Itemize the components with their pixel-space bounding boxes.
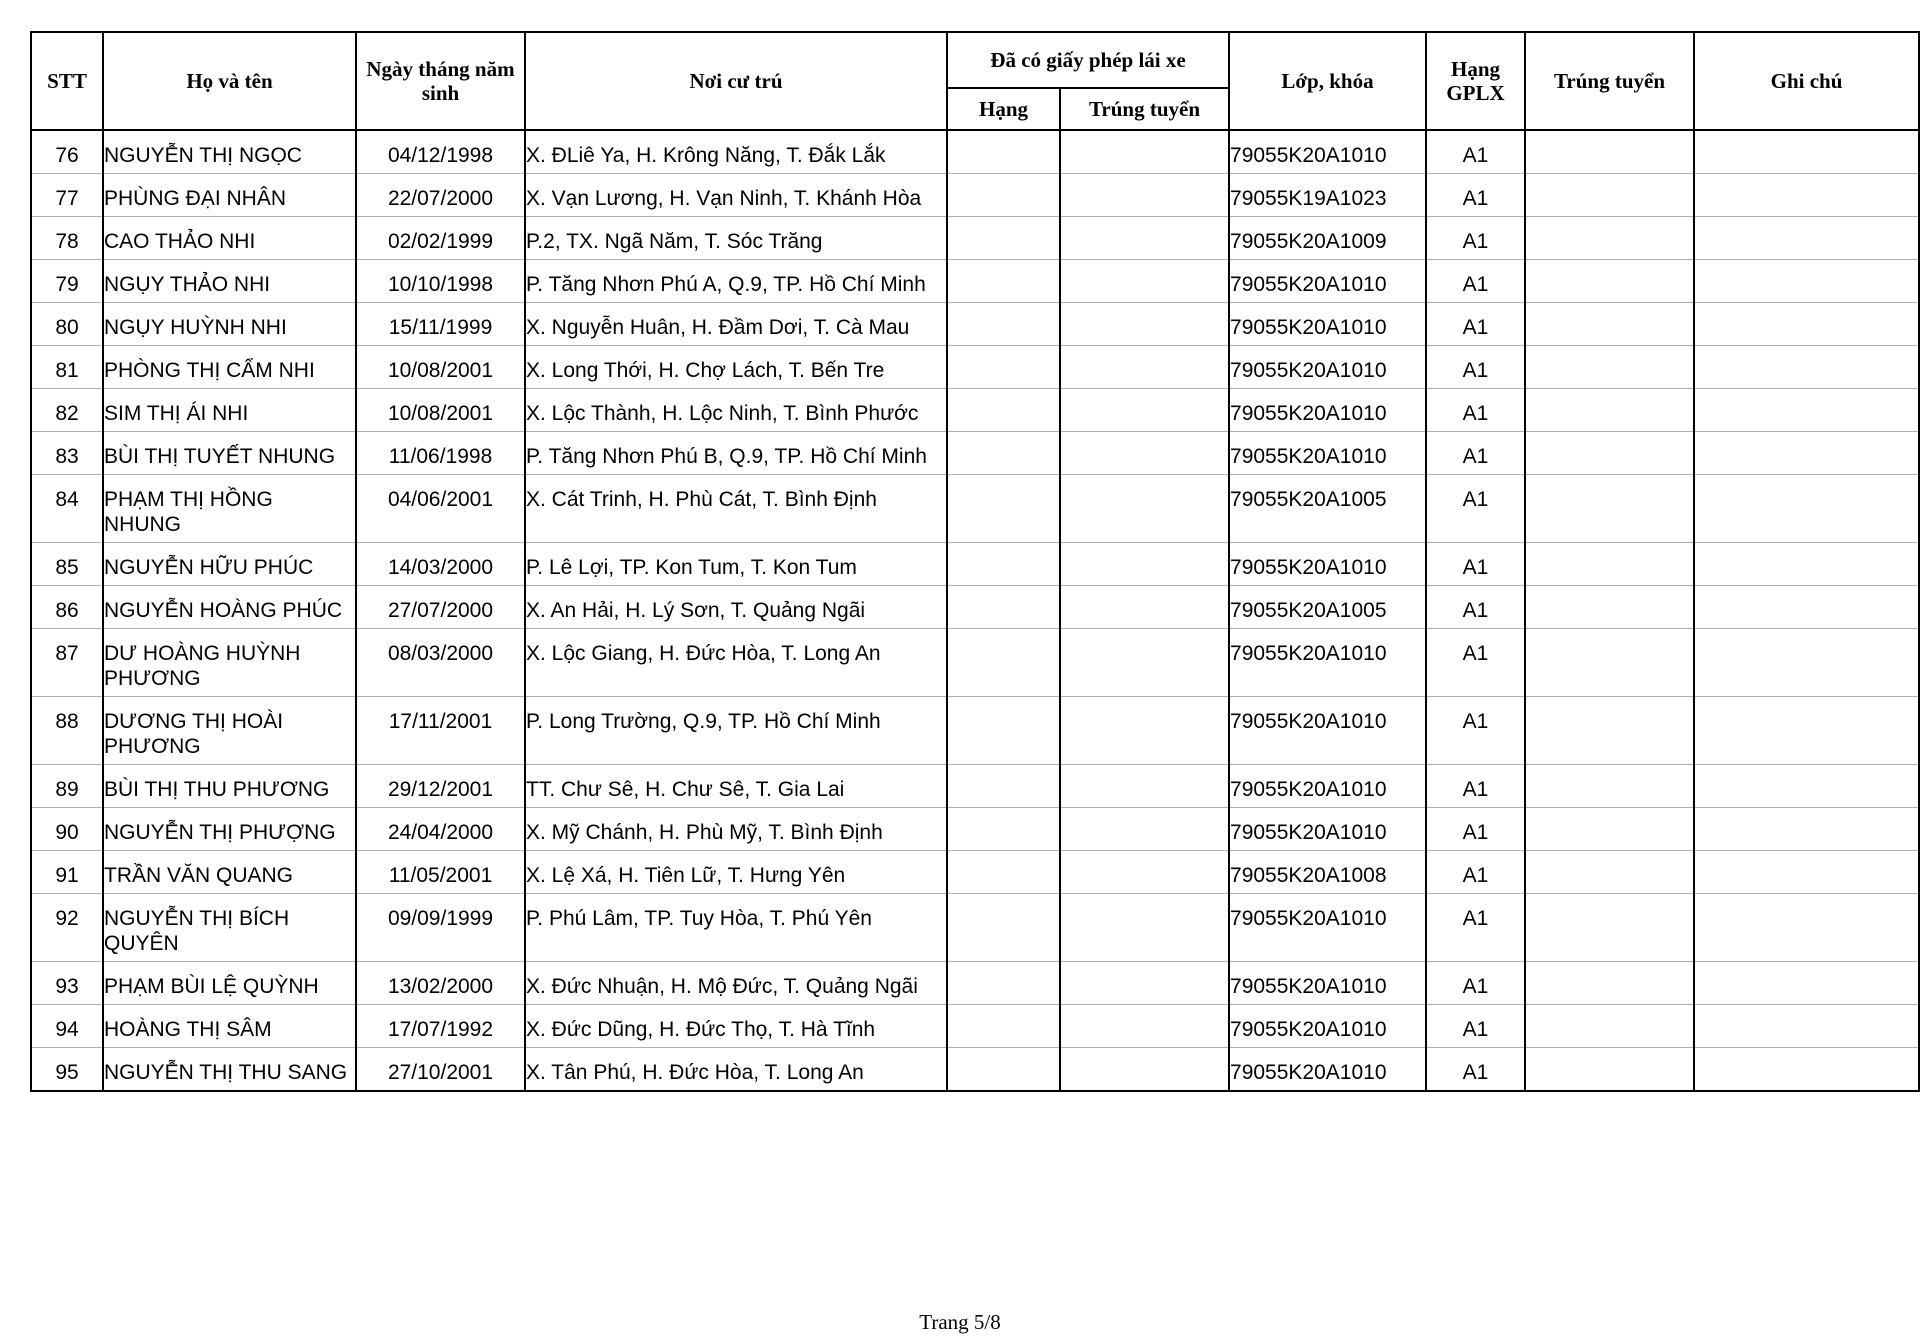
cell-passed xyxy=(1525,260,1694,303)
cell-name: DƯ HOÀNG HUỲNH PHƯƠNG xyxy=(103,629,356,697)
cell-name: CAO THẢO NHI xyxy=(103,217,356,260)
cell-gplx-rank: A1 xyxy=(1426,260,1525,303)
cell-gplx-rank: A1 xyxy=(1426,130,1525,174)
cell-gplx-rank: A1 xyxy=(1426,629,1525,697)
cell-stt: 83 xyxy=(31,432,103,475)
cell-dob: 10/08/2001 xyxy=(356,389,525,432)
cell-license-rank xyxy=(947,851,1060,894)
cell-class: 79055K20A1010 xyxy=(1229,543,1426,586)
cell-class: 79055K20A1010 xyxy=(1229,765,1426,808)
cell-license-passed xyxy=(1060,432,1229,475)
cell-note xyxy=(1694,260,1919,303)
cell-class: 79055K19A1023 xyxy=(1229,174,1426,217)
table-body xyxy=(31,130,1919,1091)
cell-note xyxy=(1694,629,1919,697)
header-passed: Trúng tuyển xyxy=(1525,32,1694,130)
table-row xyxy=(31,586,1919,629)
cell-stt: 89 xyxy=(31,765,103,808)
table-row xyxy=(31,1005,1919,1048)
cell-class: 79055K20A1010 xyxy=(1229,303,1426,346)
cell-passed xyxy=(1525,130,1694,174)
cell-stt: 90 xyxy=(31,808,103,851)
cell-name: NGỤY HUỲNH NHI xyxy=(103,303,356,346)
cell-address: P. Tăng Nhơn Phú B, Q.9, TP. Hồ Chí Minh xyxy=(525,432,947,475)
cell-stt: 87 xyxy=(31,629,103,697)
cell-license-rank xyxy=(947,1048,1060,1092)
cell-class: 79055K20A1005 xyxy=(1229,475,1426,543)
cell-name: NGỤY THẢO NHI xyxy=(103,260,356,303)
header-dob: Ngày tháng năm sinh xyxy=(356,32,525,130)
cell-license-passed xyxy=(1060,1005,1229,1048)
cell-stt: 84 xyxy=(31,475,103,543)
cell-dob: 27/10/2001 xyxy=(356,1048,525,1092)
cell-dob: 10/10/1998 xyxy=(356,260,525,303)
table-row xyxy=(31,1048,1919,1092)
cell-license-passed xyxy=(1060,629,1229,697)
cell-class: 79055K20A1010 xyxy=(1229,432,1426,475)
cell-gplx-rank: A1 xyxy=(1426,174,1525,217)
cell-note xyxy=(1694,1048,1919,1092)
cell-address: X. Lệ Xá, H. Tiên Lữ, T. Hưng Yên xyxy=(525,851,947,894)
cell-license-rank xyxy=(947,217,1060,260)
cell-license-rank xyxy=(947,130,1060,174)
table-row xyxy=(31,389,1919,432)
header-license-rank: Hạng xyxy=(947,88,1060,130)
cell-license-passed xyxy=(1060,130,1229,174)
candidate-table xyxy=(30,31,1920,1092)
cell-name: PHẠM BÙI LỆ QUỲNH xyxy=(103,962,356,1005)
cell-address: X. Đức Nhuận, H. Mộ Đức, T. Quảng Ngãi xyxy=(525,962,947,1005)
cell-license-passed xyxy=(1060,346,1229,389)
cell-dob: 08/03/2000 xyxy=(356,629,525,697)
cell-class: 79055K20A1010 xyxy=(1229,697,1426,765)
cell-license-rank xyxy=(947,543,1060,586)
cell-passed xyxy=(1525,389,1694,432)
cell-license-rank xyxy=(947,586,1060,629)
table-row xyxy=(31,346,1919,389)
cell-license-rank xyxy=(947,389,1060,432)
cell-license-rank xyxy=(947,1005,1060,1048)
cell-class: 79055K20A1010 xyxy=(1229,1005,1426,1048)
cell-address: P. Phú Lâm, TP. Tuy Hòa, T. Phú Yên xyxy=(525,894,947,962)
cell-stt: 95 xyxy=(31,1048,103,1092)
header-stt: STT xyxy=(31,32,103,130)
cell-gplx-rank: A1 xyxy=(1426,543,1525,586)
cell-dob: 02/02/1999 xyxy=(356,217,525,260)
cell-gplx-rank: A1 xyxy=(1426,475,1525,543)
cell-passed xyxy=(1525,217,1694,260)
cell-class: 79055K20A1010 xyxy=(1229,962,1426,1005)
cell-stt: 91 xyxy=(31,851,103,894)
cell-note xyxy=(1694,303,1919,346)
cell-license-passed xyxy=(1060,808,1229,851)
cell-address: X. Tân Phú, H. Đức Hòa, T. Long An xyxy=(525,1048,947,1092)
cell-stt: 80 xyxy=(31,303,103,346)
cell-license-rank xyxy=(947,346,1060,389)
cell-name: NGUYỄN HOÀNG PHÚC xyxy=(103,586,356,629)
cell-dob: 13/02/2000 xyxy=(356,962,525,1005)
cell-passed xyxy=(1525,851,1694,894)
cell-note xyxy=(1694,174,1919,217)
cell-gplx-rank: A1 xyxy=(1426,1005,1525,1048)
cell-gplx-rank: A1 xyxy=(1426,894,1525,962)
cell-address: X. Cát Trinh, H. Phù Cát, T. Bình Định xyxy=(525,475,947,543)
cell-class: 79055K20A1010 xyxy=(1229,1048,1426,1092)
cell-license-rank xyxy=(947,475,1060,543)
header-address: Nơi cư trú xyxy=(525,32,947,130)
cell-license-passed xyxy=(1060,586,1229,629)
cell-gplx-rank: A1 xyxy=(1426,217,1525,260)
cell-stt: 81 xyxy=(31,346,103,389)
cell-note xyxy=(1694,851,1919,894)
cell-license-rank xyxy=(947,260,1060,303)
cell-gplx-rank: A1 xyxy=(1426,346,1525,389)
cell-dob: 14/03/2000 xyxy=(356,543,525,586)
cell-name: NGUYỄN THỊ NGỌC xyxy=(103,130,356,174)
table-row xyxy=(31,303,1919,346)
cell-dob: 10/08/2001 xyxy=(356,346,525,389)
cell-note xyxy=(1694,217,1919,260)
cell-note xyxy=(1694,962,1919,1005)
table-row xyxy=(31,475,1919,543)
cell-name: BÙI THỊ TUYẾT NHUNG xyxy=(103,432,356,475)
cell-note xyxy=(1694,543,1919,586)
cell-stt: 82 xyxy=(31,389,103,432)
cell-dob: 27/07/2000 xyxy=(356,586,525,629)
cell-gplx-rank: A1 xyxy=(1426,389,1525,432)
cell-license-passed xyxy=(1060,765,1229,808)
cell-stt: 86 xyxy=(31,586,103,629)
cell-name: PHÙNG ĐẠI NHÂN xyxy=(103,174,356,217)
cell-license-passed xyxy=(1060,303,1229,346)
cell-license-passed xyxy=(1060,851,1229,894)
cell-stt: 88 xyxy=(31,697,103,765)
cell-gplx-rank: A1 xyxy=(1426,586,1525,629)
cell-class: 79055K20A1005 xyxy=(1229,586,1426,629)
table-row xyxy=(31,260,1919,303)
cell-gplx-rank: A1 xyxy=(1426,765,1525,808)
cell-license-rank xyxy=(947,174,1060,217)
cell-class: 79055K20A1010 xyxy=(1229,260,1426,303)
header-name: Họ và tên xyxy=(103,32,356,130)
cell-passed xyxy=(1525,808,1694,851)
cell-license-passed xyxy=(1060,697,1229,765)
cell-dob: 11/05/2001 xyxy=(356,851,525,894)
cell-address: TT. Chư Sê, H. Chư Sê, T. Gia Lai xyxy=(525,765,947,808)
table-row xyxy=(31,808,1919,851)
cell-passed xyxy=(1525,894,1694,962)
cell-name: NGUYỄN THỊ THU SANG xyxy=(103,1048,356,1092)
cell-gplx-rank: A1 xyxy=(1426,1048,1525,1092)
cell-passed xyxy=(1525,1005,1694,1048)
cell-dob: 15/11/1999 xyxy=(356,303,525,346)
cell-class: 79055K20A1010 xyxy=(1229,894,1426,962)
cell-license-rank xyxy=(947,894,1060,962)
cell-class: 79055K20A1010 xyxy=(1229,808,1426,851)
table-row xyxy=(31,765,1919,808)
cell-address: P.2, TX. Ngã Năm, T. Sóc Trăng xyxy=(525,217,947,260)
cell-gplx-rank: A1 xyxy=(1426,851,1525,894)
cell-address: P. Lê Lợi, TP. Kon Tum, T. Kon Tum xyxy=(525,543,947,586)
cell-name: BÙI THỊ THU PHƯƠNG xyxy=(103,765,356,808)
cell-license-rank xyxy=(947,765,1060,808)
cell-passed xyxy=(1525,543,1694,586)
cell-license-passed xyxy=(1060,475,1229,543)
table-row xyxy=(31,894,1919,962)
cell-passed xyxy=(1525,962,1694,1005)
cell-gplx-rank: A1 xyxy=(1426,697,1525,765)
cell-gplx-rank: A1 xyxy=(1426,808,1525,851)
cell-passed xyxy=(1525,697,1694,765)
cell-license-rank xyxy=(947,629,1060,697)
table-row xyxy=(31,697,1919,765)
cell-name: NGUYỄN THỊ BÍCH QUYÊN xyxy=(103,894,356,962)
table-row xyxy=(31,130,1919,174)
cell-address: X. Vạn Lương, H. Vạn Ninh, T. Khánh Hòa xyxy=(525,174,947,217)
cell-note xyxy=(1694,808,1919,851)
cell-note xyxy=(1694,697,1919,765)
cell-license-rank xyxy=(947,808,1060,851)
cell-address: X. Đức Dũng, H. Đức Thọ, T. Hà Tĩnh xyxy=(525,1005,947,1048)
cell-address: X. Long Thới, H. Chợ Lách, T. Bến Tre xyxy=(525,346,947,389)
cell-passed xyxy=(1525,475,1694,543)
cell-address: X. Mỹ Chánh, H. Phù Mỹ, T. Bình Định xyxy=(525,808,947,851)
cell-name: TRẦN VĂN QUANG xyxy=(103,851,356,894)
table-row xyxy=(31,962,1919,1005)
header-gplx-rank: Hạng GPLX xyxy=(1426,32,1525,130)
cell-passed xyxy=(1525,586,1694,629)
cell-passed xyxy=(1525,432,1694,475)
cell-class: 79055K20A1010 xyxy=(1229,130,1426,174)
cell-address: P. Long Trường, Q.9, TP. Hồ Chí Minh xyxy=(525,697,947,765)
cell-note xyxy=(1694,586,1919,629)
cell-stt: 79 xyxy=(31,260,103,303)
cell-address: X. Lộc Thành, H. Lộc Ninh, T. Bình Phước xyxy=(525,389,947,432)
cell-dob: 09/09/1999 xyxy=(356,894,525,962)
cell-class: 79055K20A1010 xyxy=(1229,346,1426,389)
cell-address: X. ĐLiê Ya, H. Krông Năng, T. Đắk Lắk xyxy=(525,130,947,174)
cell-passed xyxy=(1525,629,1694,697)
cell-dob: 24/04/2000 xyxy=(356,808,525,851)
header-license-passed: Trúng tuyển xyxy=(1060,88,1229,130)
cell-license-rank xyxy=(947,962,1060,1005)
cell-stt: 77 xyxy=(31,174,103,217)
cell-license-passed xyxy=(1060,260,1229,303)
cell-license-rank xyxy=(947,303,1060,346)
header-class: Lớp, khóa xyxy=(1229,32,1426,130)
cell-note xyxy=(1694,475,1919,543)
cell-dob: 22/07/2000 xyxy=(356,174,525,217)
cell-dob: 04/12/1998 xyxy=(356,130,525,174)
cell-name: NGUYỄN THỊ PHƯỢNG xyxy=(103,808,356,851)
cell-license-passed xyxy=(1060,543,1229,586)
cell-dob: 17/11/2001 xyxy=(356,697,525,765)
cell-license-passed xyxy=(1060,962,1229,1005)
cell-gplx-rank: A1 xyxy=(1426,303,1525,346)
cell-stt: 92 xyxy=(31,894,103,962)
cell-license-passed xyxy=(1060,894,1229,962)
page-number: Trang 5/8 xyxy=(919,1310,1001,1334)
cell-dob: 29/12/2001 xyxy=(356,765,525,808)
cell-note xyxy=(1694,765,1919,808)
table-header xyxy=(31,32,1919,130)
table-row xyxy=(31,174,1919,217)
cell-license-passed xyxy=(1060,174,1229,217)
cell-stt: 76 xyxy=(31,130,103,174)
cell-address: X. Nguyễn Huân, H. Đầm Dơi, T. Cà Mau xyxy=(525,303,947,346)
header-license-group: Đã có giấy phép lái xe xyxy=(947,32,1229,88)
cell-name: DƯƠNG THỊ HOÀI PHƯƠNG xyxy=(103,697,356,765)
cell-class: 79055K20A1009 xyxy=(1229,217,1426,260)
cell-license-passed xyxy=(1060,1048,1229,1092)
cell-address: X. An Hải, H. Lý Sơn, T. Quảng Ngãi xyxy=(525,586,947,629)
cell-class: 79055K20A1010 xyxy=(1229,629,1426,697)
cell-note xyxy=(1694,346,1919,389)
table-row xyxy=(31,851,1919,894)
cell-gplx-rank: A1 xyxy=(1426,432,1525,475)
cell-dob: 04/06/2001 xyxy=(356,475,525,543)
cell-passed xyxy=(1525,174,1694,217)
cell-note xyxy=(1694,389,1919,432)
cell-license-passed xyxy=(1060,389,1229,432)
cell-dob: 17/07/1992 xyxy=(356,1005,525,1048)
cell-passed xyxy=(1525,303,1694,346)
table-row xyxy=(31,432,1919,475)
table-row xyxy=(31,543,1919,586)
cell-license-rank xyxy=(947,697,1060,765)
cell-note xyxy=(1694,1005,1919,1048)
cell-address: P. Tăng Nhơn Phú A, Q.9, TP. Hồ Chí Minh xyxy=(525,260,947,303)
cell-address: X. Lộc Giang, H. Đức Hòa, T. Long An xyxy=(525,629,947,697)
cell-class: 79055K20A1008 xyxy=(1229,851,1426,894)
cell-passed xyxy=(1525,346,1694,389)
cell-stt: 85 xyxy=(31,543,103,586)
cell-stt: 94 xyxy=(31,1005,103,1048)
cell-stt: 93 xyxy=(31,962,103,1005)
table-row xyxy=(31,217,1919,260)
cell-name: HOÀNG THỊ SÂM xyxy=(103,1005,356,1048)
cell-passed xyxy=(1525,765,1694,808)
cell-name: PHẠM THỊ HỒNG NHUNG xyxy=(103,475,356,543)
cell-dob: 11/06/1998 xyxy=(356,432,525,475)
cell-name: PHÒNG THỊ CẨM NHI xyxy=(103,346,356,389)
cell-note xyxy=(1694,432,1919,475)
table-row xyxy=(31,629,1919,697)
cell-license-passed xyxy=(1060,217,1229,260)
cell-name: NGUYỄN HỮU PHÚC xyxy=(103,543,356,586)
cell-stt: 78 xyxy=(31,217,103,260)
cell-license-rank xyxy=(947,432,1060,475)
cell-passed xyxy=(1525,1048,1694,1092)
cell-note xyxy=(1694,130,1919,174)
header-note: Ghi chú xyxy=(1694,32,1919,130)
cell-class: 79055K20A1010 xyxy=(1229,389,1426,432)
cell-note xyxy=(1694,894,1919,962)
cell-name: SIM THỊ ÁI NHI xyxy=(103,389,356,432)
cell-gplx-rank: A1 xyxy=(1426,962,1525,1005)
